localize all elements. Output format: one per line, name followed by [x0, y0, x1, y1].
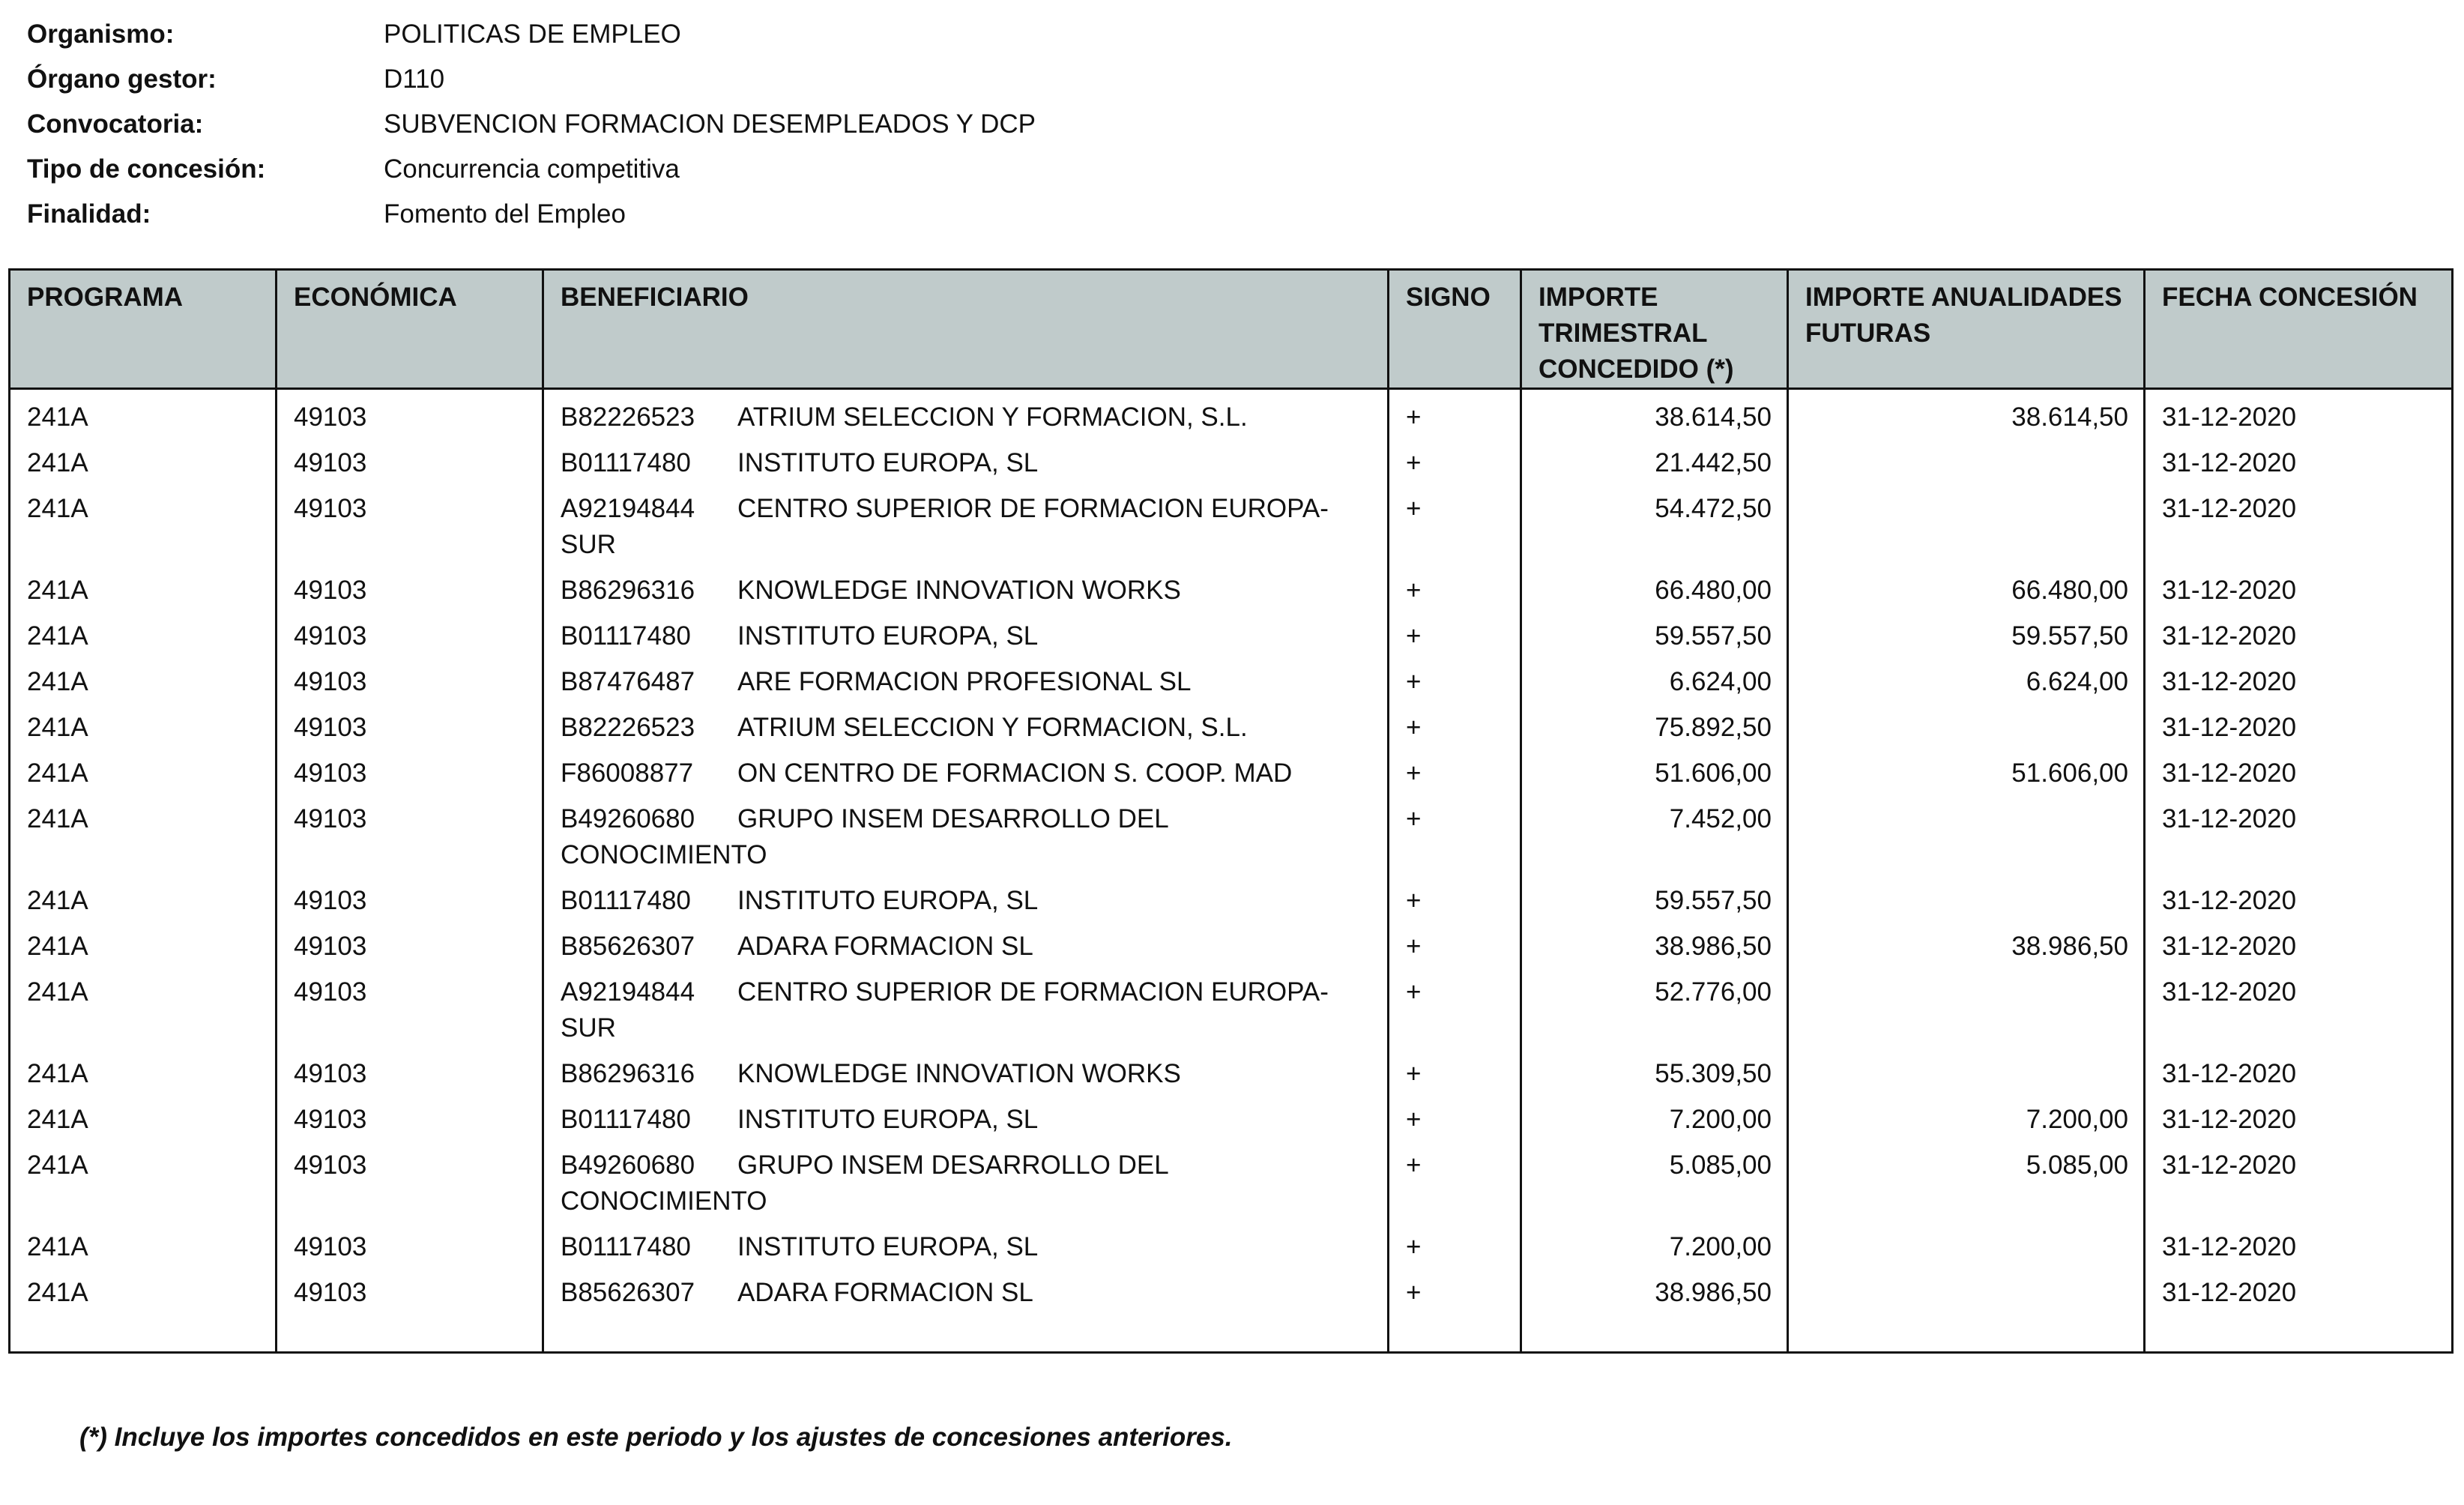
cell-importe-trimestral: 7.200,00 — [1521, 1222, 1788, 1268]
table-row — [10, 1141, 2453, 1222]
cell-beneficiario — [543, 703, 1389, 749]
cell-signo: + — [1389, 1095, 1521, 1141]
cell-fecha-concesion: 31-12-2020 — [2145, 1049, 2453, 1095]
meta-label: Organismo: — [27, 19, 175, 49]
cell-economica: 49103 — [277, 566, 543, 612]
table-row — [10, 484, 2453, 566]
cell-importe-anualidades: 7.200,00 — [1788, 1095, 2145, 1141]
cell-signo: + — [1389, 1222, 1521, 1268]
cell-importe-trimestral: 21.442,50 — [1521, 438, 1788, 484]
cell-economica: 49103 — [277, 389, 543, 439]
cell-importe-anualidades — [1788, 968, 2145, 1049]
cell-importe-trimestral: 7.200,00 — [1521, 1095, 1788, 1141]
cell-signo: + — [1389, 749, 1521, 794]
beneficiary-nif: B87476487 — [561, 667, 695, 696]
cell-fecha-concesion: 31-12-2020 — [2145, 612, 2453, 657]
beneficiary-nif: B86296316 — [561, 1059, 695, 1088]
beneficiary-name: INSTITUTO EUROPA, SL — [737, 448, 1039, 477]
table-body — [10, 389, 2453, 1353]
cell-beneficiario — [543, 484, 1389, 566]
cell-signo: + — [1389, 389, 1521, 439]
cell-fecha-concesion: 31-12-2020 — [2145, 703, 2453, 749]
cell-signo: + — [1389, 1049, 1521, 1095]
grants-table — [8, 268, 2454, 1354]
beneficiary-nif: B01117480 — [561, 1232, 691, 1261]
cell-signo: + — [1389, 922, 1521, 968]
table-bottom-spacer — [10, 1314, 2453, 1353]
cell-beneficiario — [543, 657, 1389, 703]
cell-economica: 49103 — [277, 438, 543, 484]
beneficiary-nif: A92194844 — [561, 977, 695, 1007]
cell-importe-trimestral: 51.606,00 — [1521, 749, 1788, 794]
cell-beneficiario — [543, 1095, 1389, 1141]
table-row — [10, 389, 2453, 439]
cell-importe-trimestral: 59.557,50 — [1521, 876, 1788, 922]
cell-fecha-concesion: 31-12-2020 — [2145, 968, 2453, 1049]
cell-economica: 49103 — [277, 484, 543, 566]
beneficiary-name: GRUPO INSEM DESARROLLO DEL CONOCIMIENTO — [561, 1150, 1168, 1216]
beneficiary-nif: B85626307 — [561, 932, 695, 961]
cell-signo: + — [1389, 484, 1521, 566]
cell-beneficiario — [543, 438, 1389, 484]
cell-programa: 241A — [10, 484, 277, 566]
cell-fecha-concesion: 31-12-2020 — [2145, 749, 2453, 794]
spacer-cell — [277, 1314, 543, 1353]
cell-economica: 49103 — [277, 1095, 543, 1141]
beneficiary-nif: F86008877 — [561, 758, 694, 788]
cell-programa: 241A — [10, 794, 277, 876]
cell-programa: 241A — [10, 1095, 277, 1141]
beneficiary-nif: B82226523 — [561, 713, 695, 742]
beneficiary-nif: A92194844 — [561, 494, 695, 523]
cell-economica: 49103 — [277, 703, 543, 749]
cell-signo: + — [1389, 566, 1521, 612]
beneficiary-name: ATRIUM SELECCION Y FORMACION, S.L. — [737, 713, 1248, 742]
cell-beneficiario — [543, 566, 1389, 612]
cell-importe-trimestral: 55.309,50 — [1521, 1049, 1788, 1095]
cell-importe-trimestral: 52.776,00 — [1521, 968, 1788, 1049]
spacer-cell — [1521, 1314, 1788, 1353]
cell-programa: 241A — [10, 612, 277, 657]
cell-fecha-concesion: 31-12-2020 — [2145, 1141, 2453, 1222]
cell-importe-anualidades — [1788, 484, 2145, 566]
beneficiary-name: KNOWLEDGE INNOVATION WORKS — [737, 1059, 1181, 1088]
beneficiary-nif: B85626307 — [561, 1278, 695, 1307]
beneficiary-name: ADARA FORMACION SL — [737, 1278, 1033, 1307]
meta-label: Finalidad: — [27, 199, 151, 229]
cell-importe-anualidades — [1788, 1222, 2145, 1268]
cell-programa: 241A — [10, 438, 277, 484]
cell-fecha-concesion: 31-12-2020 — [2145, 566, 2453, 612]
table-row — [10, 922, 2453, 968]
cell-signo: + — [1389, 968, 1521, 1049]
cell-beneficiario — [543, 612, 1389, 657]
beneficiary-nif: B49260680 — [561, 1150, 695, 1180]
table-row — [10, 968, 2453, 1049]
header-importe-anualidades: IMPORTE ANUALIDADES FUTURAS — [1788, 270, 2145, 389]
meta-label: Convocatoria: — [27, 109, 204, 139]
cell-economica: 49103 — [277, 1222, 543, 1268]
spacer-cell — [2145, 1314, 2453, 1353]
cell-beneficiario — [543, 794, 1389, 876]
cell-economica: 49103 — [277, 922, 543, 968]
beneficiary-name: CENTRO SUPERIOR DE FORMACION EUROPA-SUR — [561, 494, 1329, 559]
cell-economica: 49103 — [277, 876, 543, 922]
cell-importe-trimestral: 59.557,50 — [1521, 612, 1788, 657]
meta-value: POLITICAS DE EMPLEO — [384, 19, 681, 49]
cell-economica: 49103 — [277, 657, 543, 703]
cell-economica: 49103 — [277, 749, 543, 794]
meta-value: D110 — [384, 64, 445, 94]
beneficiary-name: KNOWLEDGE INNOVATION WORKS — [737, 576, 1181, 605]
table-row — [10, 876, 2453, 922]
cell-importe-anualidades: 6.624,00 — [1788, 657, 2145, 703]
table-row — [10, 1095, 2453, 1141]
cell-beneficiario — [543, 968, 1389, 1049]
table-row — [10, 566, 2453, 612]
cell-programa: 241A — [10, 968, 277, 1049]
cell-economica: 49103 — [277, 1268, 543, 1314]
table-row — [10, 1222, 2453, 1268]
cell-signo: + — [1389, 657, 1521, 703]
cell-importe-trimestral: 38.614,50 — [1521, 389, 1788, 439]
cell-signo: + — [1389, 876, 1521, 922]
table-row — [10, 794, 2453, 876]
cell-importe-trimestral: 75.892,50 — [1521, 703, 1788, 749]
table-row — [10, 749, 2453, 794]
cell-economica: 49103 — [277, 794, 543, 876]
cell-importe-anualidades — [1788, 794, 2145, 876]
cell-importe-anualidades: 59.557,50 — [1788, 612, 2145, 657]
cell-programa: 241A — [10, 1222, 277, 1268]
cell-importe-trimestral: 38.986,50 — [1521, 922, 1788, 968]
table-header-row — [10, 270, 2453, 389]
cell-importe-anualidades — [1788, 1268, 2145, 1314]
table-row — [10, 438, 2453, 484]
cell-economica: 49103 — [277, 1141, 543, 1222]
header-fecha-concesion: FECHA CONCESIÓN — [2145, 270, 2453, 389]
cell-importe-anualidades — [1788, 703, 2145, 749]
cell-fecha-concesion: 31-12-2020 — [2145, 876, 2453, 922]
beneficiary-name: INSTITUTO EUROPA, SL — [737, 886, 1039, 915]
cell-importe-trimestral: 54.472,50 — [1521, 484, 1788, 566]
cell-fecha-concesion: 31-12-2020 — [2145, 1095, 2453, 1141]
cell-signo: + — [1389, 1141, 1521, 1222]
header-programa: PROGRAMA — [10, 270, 277, 389]
beneficiary-name: ON CENTRO DE FORMACION S. COOP. MAD — [737, 758, 1293, 788]
table-row — [10, 703, 2453, 749]
spacer-cell — [1389, 1314, 1521, 1353]
cell-importe-trimestral: 7.452,00 — [1521, 794, 1788, 876]
cell-importe-anualidades: 38.614,50 — [1788, 389, 2145, 439]
meta-label: Tipo de concesión: — [27, 154, 266, 184]
cell-importe-anualidades: 66.480,00 — [1788, 566, 2145, 612]
header-signo: SIGNO — [1389, 270, 1521, 389]
beneficiary-nif: B01117480 — [561, 886, 691, 915]
footnote: (*) Incluye los importes concedidos en este periodo y los ajustes de concesiones anteriores. — [79, 1423, 1233, 1452]
cell-programa: 241A — [10, 566, 277, 612]
cell-importe-trimestral: 66.480,00 — [1521, 566, 1788, 612]
header-importe-trimestral: IMPORTE TRIMESTRAL CONCEDIDO (*) — [1521, 270, 1788, 389]
beneficiary-name: ADARA FORMACION SL — [737, 932, 1033, 961]
cell-economica: 49103 — [277, 612, 543, 657]
cell-beneficiario — [543, 876, 1389, 922]
cell-programa: 241A — [10, 1141, 277, 1222]
cell-importe-anualidades — [1788, 876, 2145, 922]
cell-programa: 241A — [10, 876, 277, 922]
cell-programa: 241A — [10, 922, 277, 968]
spacer-cell — [1788, 1314, 2145, 1353]
cell-programa: 241A — [10, 389, 277, 439]
beneficiary-name: ATRIUM SELECCION Y FORMACION, S.L. — [737, 402, 1248, 432]
cell-programa: 241A — [10, 703, 277, 749]
cell-importe-anualidades — [1788, 438, 2145, 484]
cell-importe-anualidades: 5.085,00 — [1788, 1141, 2145, 1222]
cell-fecha-concesion: 31-12-2020 — [2145, 922, 2453, 968]
cell-importe-anualidades: 38.986,50 — [1788, 922, 2145, 968]
cell-economica: 49103 — [277, 968, 543, 1049]
cell-signo: + — [1389, 438, 1521, 484]
header-beneficiario: BENEFICIARIO — [543, 270, 1389, 389]
beneficiary-nif: B01117480 — [561, 621, 691, 651]
cell-importe-trimestral: 38.986,50 — [1521, 1268, 1788, 1314]
cell-signo: + — [1389, 1268, 1521, 1314]
beneficiary-name: GRUPO INSEM DESARROLLO DEL CONOCIMIENTO — [561, 804, 1168, 869]
cell-importe-trimestral: 5.085,00 — [1521, 1141, 1788, 1222]
spacer-cell — [543, 1314, 1389, 1353]
beneficiary-name: INSTITUTO EUROPA, SL — [737, 621, 1039, 651]
cell-beneficiario — [543, 1222, 1389, 1268]
cell-beneficiario — [543, 1268, 1389, 1314]
cell-economica: 49103 — [277, 1049, 543, 1095]
cell-fecha-concesion: 31-12-2020 — [2145, 794, 2453, 876]
header-economica: ECONÓMICA — [277, 270, 543, 389]
cell-importe-trimestral: 6.624,00 — [1521, 657, 1788, 703]
table-row — [10, 1049, 2453, 1095]
table-row — [10, 1268, 2453, 1314]
beneficiary-nif: B82226523 — [561, 402, 695, 432]
cell-beneficiario — [543, 389, 1389, 439]
spacer-cell — [10, 1314, 277, 1353]
beneficiary-name: ARE FORMACION PROFESIONAL SL — [737, 667, 1192, 696]
cell-programa: 241A — [10, 1268, 277, 1314]
beneficiary-nif: B49260680 — [561, 804, 695, 833]
beneficiary-nif: B01117480 — [561, 1105, 691, 1134]
beneficiary-name: INSTITUTO EUROPA, SL — [737, 1105, 1039, 1134]
beneficiary-nif: B86296316 — [561, 576, 695, 605]
cell-programa: 241A — [10, 657, 277, 703]
cell-importe-anualidades — [1788, 1049, 2145, 1095]
cell-importe-anualidades: 51.606,00 — [1788, 749, 2145, 794]
cell-signo: + — [1389, 703, 1521, 749]
cell-beneficiario — [543, 1141, 1389, 1222]
beneficiary-name: INSTITUTO EUROPA, SL — [737, 1232, 1039, 1261]
cell-fecha-concesion: 31-12-2020 — [2145, 484, 2453, 566]
meta-label: Órgano gestor: — [27, 64, 217, 94]
meta-value: SUBVENCION FORMACION DESEMPLEADOS Y DCP — [384, 109, 1036, 139]
table-row — [10, 657, 2453, 703]
cell-signo: + — [1389, 794, 1521, 876]
beneficiary-nif: B01117480 — [561, 448, 691, 477]
cell-programa: 241A — [10, 1049, 277, 1095]
cell-fecha-concesion: 31-12-2020 — [2145, 1222, 2453, 1268]
beneficiary-name: CENTRO SUPERIOR DE FORMACION EUROPA-SUR — [561, 977, 1329, 1043]
cell-signo: + — [1389, 612, 1521, 657]
cell-beneficiario — [543, 922, 1389, 968]
cell-beneficiario — [543, 749, 1389, 794]
cell-fecha-concesion: 31-12-2020 — [2145, 1268, 2453, 1314]
cell-fecha-concesion: 31-12-2020 — [2145, 657, 2453, 703]
meta-value: Concurrencia competitiva — [384, 154, 680, 184]
meta-value: Fomento del Empleo — [384, 199, 626, 229]
cell-fecha-concesion: 31-12-2020 — [2145, 389, 2453, 439]
cell-programa: 241A — [10, 749, 277, 794]
grants-table-container — [8, 268, 2451, 1354]
table-row — [10, 612, 2453, 657]
cell-fecha-concesion: 31-12-2020 — [2145, 438, 2453, 484]
cell-beneficiario — [543, 1049, 1389, 1095]
